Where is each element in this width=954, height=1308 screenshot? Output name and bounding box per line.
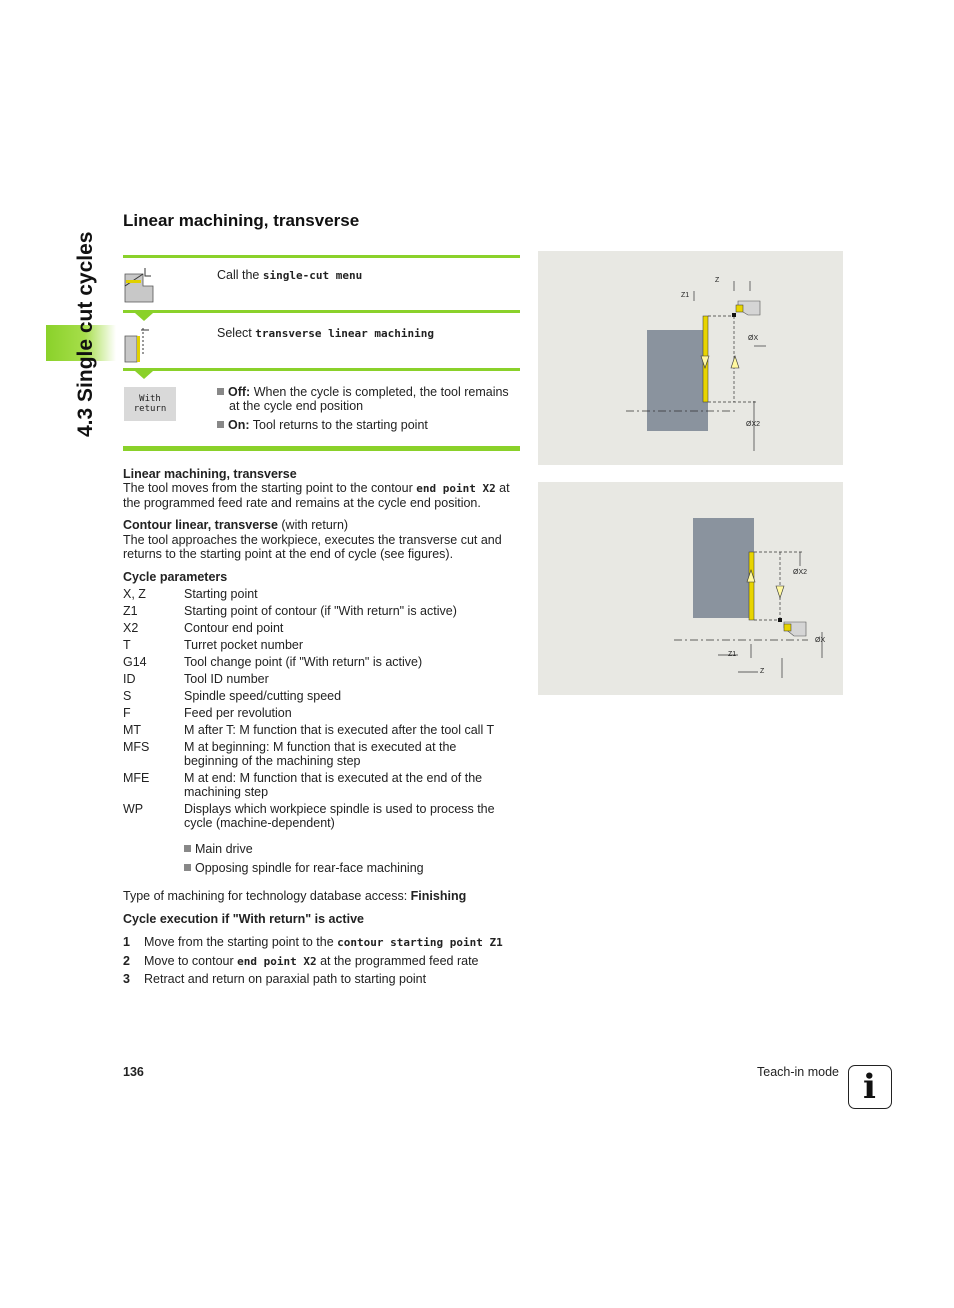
execution-step-1: 1 Move from the starting point to the contour starting point Z1 (123, 935, 503, 949)
paragraph-contour-linear: The tool approaches the workpiece, executes the transverse cut and returns to the starting point at the end of cycle (see figures). (123, 533, 502, 561)
wp-option-main: Main drive (184, 842, 253, 856)
parameter-key: G14 (123, 655, 147, 669)
step-1-text: Call the single-cut menu (217, 268, 363, 282)
parameter-row (123, 740, 495, 771)
heading-cycle-execution: Cycle execution if "With return" is active (123, 912, 364, 926)
step-divider (123, 310, 520, 313)
parameter-key: WP (123, 802, 144, 816)
option-on: On: Tool returns to the starting point (217, 418, 517, 432)
parameter-description: Spindle speed/cutting speed (184, 689, 342, 703)
parameter-row (123, 689, 495, 706)
info-icon: i (848, 1065, 892, 1109)
parameter-description: Tool change point (if "With return" is active) (184, 655, 423, 669)
step-arrow-icon (135, 313, 153, 321)
step-divider (123, 255, 520, 258)
parameter-key: MFE (123, 771, 150, 785)
parameter-row (123, 771, 495, 802)
parameter-description: Feed per revolution (184, 706, 292, 720)
parameter-description: Starting point (184, 587, 258, 601)
fig1-label-x2: ØX2 (746, 421, 761, 428)
heading-contour-linear: Contour linear, transverse (with return) (123, 518, 349, 532)
bullet-icon (217, 388, 224, 395)
parameter-key: T (123, 638, 131, 652)
softkey-label: With (139, 394, 161, 404)
parameter-description: M after T: M function that is executed after the tool call T (184, 723, 495, 737)
bullet-icon (217, 421, 224, 428)
parameter-key: MFS (123, 740, 150, 754)
with-return-softkey[interactable] (124, 387, 176, 421)
parameter-key: S (123, 689, 132, 703)
fig2-label-x: ØX (815, 637, 826, 644)
fig2-label-x2: ØX2 (793, 569, 808, 576)
paragraph-linear-machining: The tool moves from the starting point to the contour end point X2 at the programmed feed rate and remains at the cycle end position. (123, 481, 510, 510)
parameter-row (123, 672, 495, 689)
parameter-row (123, 802, 495, 833)
single-cut-menu-softkey-icon[interactable] (123, 266, 157, 304)
fig1-label-z1: Z1 (681, 292, 690, 299)
section-title: Linear machining, transverse (123, 211, 360, 230)
parameter-key: ID (123, 672, 136, 686)
wp-option-opposing: Opposing spindle for rear-face machining (184, 861, 424, 875)
figure-without-return (538, 251, 843, 465)
parameter-description: Starting point of contour (if "With return" is active) (184, 604, 457, 618)
step-2-text: Select transverse linear machining (217, 326, 435, 340)
technology-type: Type of machining for technology database access: Finishing (123, 889, 467, 903)
fig1-label-z: Z (715, 277, 720, 284)
figure-with-return (538, 482, 843, 695)
heading-cycle-parameters: Cycle parameters (123, 570, 228, 584)
step-divider (123, 368, 520, 371)
transverse-linear-machining-softkey-icon[interactable] (123, 326, 157, 364)
fig2-label-z1: Z1 (728, 651, 737, 658)
parameter-row (123, 587, 495, 604)
parameter-description: M at beginning: M function that is executed at the beginning of the machining step (184, 740, 457, 768)
parameter-row (123, 621, 495, 638)
chapter-tab-label: 4.3 Single cut cycles (74, 231, 97, 437)
parameter-row (123, 655, 495, 672)
bullet-icon (184, 845, 191, 852)
parameter-description: Displays which workpiece spindle is used to process the cycle (machine-dependent) (184, 802, 495, 830)
parameter-row (123, 723, 495, 740)
step-divider (123, 446, 520, 451)
softkey-label: return (133, 404, 167, 414)
parameter-key: X, Z (123, 587, 146, 601)
parameter-description: M at end: M function that is executed at the end of the machining step (184, 771, 483, 799)
fig1-label-x: ØX (748, 335, 759, 342)
bullet-icon (184, 864, 191, 871)
parameter-description: Turret pocket number (184, 638, 304, 652)
option-off: Off: When the cycle is completed, the tool remains at the cycle end position (217, 385, 517, 413)
parameter-key: X2 (123, 621, 139, 635)
heading-linear-machining: Linear machining, transverse (123, 467, 297, 481)
fig2-label-z: Z (760, 668, 765, 675)
footer-mode: Teach-in mode (757, 1065, 839, 1079)
parameter-list (123, 587, 523, 833)
step-arrow-icon (135, 371, 153, 379)
execution-step-3: 3 Retract and return on paraxial path to starting point (123, 972, 427, 986)
parameter-description: Tool ID number (184, 672, 269, 686)
parameter-key: MT (123, 723, 142, 737)
parameter-row (123, 604, 495, 621)
parameter-key: Z1 (123, 604, 138, 618)
parameter-key: F (123, 706, 131, 720)
parameter-description: Contour end point (184, 621, 284, 635)
parameter-row (123, 638, 495, 655)
execution-step-2: 2 Move to contour end point X2 at the programmed feed rate (123, 954, 479, 968)
page-number: 136 (123, 1065, 144, 1079)
parameter-row (123, 706, 495, 723)
